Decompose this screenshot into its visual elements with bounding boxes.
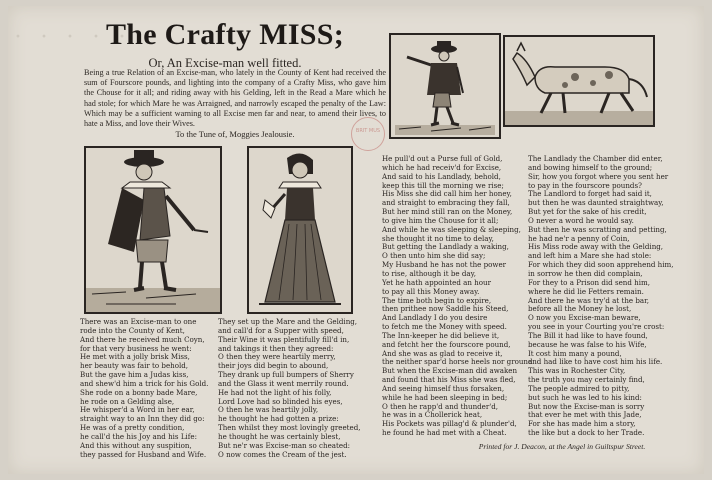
- library-stamp: BRIT MUS: [351, 117, 385, 151]
- verse-line: to give him the Chouse for it all;: [382, 216, 499, 225]
- cavalier-illustration: [86, 148, 220, 312]
- verse-line: O then they were heartily merry,: [218, 353, 336, 362]
- verse-line: O then he was heartily jolly,: [218, 406, 319, 415]
- verse-line: for that very business he went:: [80, 344, 192, 353]
- verse-line: he thought he had gotten a prize:: [218, 415, 339, 424]
- verse-line: His Miss she did call him her honey,: [382, 190, 512, 199]
- verse-line: to pay all this Money away.: [382, 287, 480, 296]
- verse-line: For they to a Prison did send him,: [528, 278, 650, 287]
- verse-line: and shew'd him a trick for his Gold.: [80, 379, 209, 388]
- verse-line: But then he was scratting and petting,: [528, 225, 667, 234]
- verse-line: the neither spar'd horse heels nor ground: [382, 358, 533, 367]
- verse-column-1: [80, 318, 208, 460]
- verse-line: he call'd the his Joy and his Life:: [80, 432, 198, 441]
- verse-line: in sorrow he then did complain,: [528, 269, 643, 278]
- verse-line: The Landlady the Chamber did enter,: [528, 155, 663, 163]
- verse-line: Then whilst they most lovingly greeted,: [218, 424, 361, 433]
- verse-line: The time both begin to expire,: [382, 296, 492, 305]
- verse-line: then prithee now Saddle his Steed,: [382, 305, 509, 314]
- verse-line: But getting the Landlady a waking,: [382, 243, 509, 252]
- verse-line: straight way to an Inn they did go:: [80, 415, 205, 424]
- verse-line: O now you Excise-man beware,: [528, 314, 641, 323]
- verse-line: And seeing himself thus forsaken,: [382, 384, 505, 393]
- verse-line: The Bill it had like to have found,: [528, 331, 648, 340]
- woodcut-cavalier: [84, 146, 222, 314]
- verse-line: And while he was sleeping & sleeping,: [382, 225, 521, 234]
- verse-line: This was in Rochester City,: [528, 367, 626, 376]
- verse-line: where he did lie Fetters remain.: [528, 287, 644, 296]
- verse-line: rode into the County of Kent,: [80, 326, 185, 335]
- verse-line: He met with a jolly brisk Miss,: [80, 353, 190, 362]
- verse-line: He pull'd out a Purse full of Gold,: [382, 155, 503, 163]
- verse-line: and straight to embracing they fall,: [382, 199, 510, 208]
- verse-line: And there he was try'd at the bar,: [528, 296, 650, 305]
- tune-line: To the Tune of, Moggies Jealousie.: [175, 129, 295, 139]
- woodcut-walking-man: [389, 33, 501, 139]
- ballad-title: The Crafty MISS;: [105, 18, 345, 51]
- verse-line: which he had receiv'd for Excise,: [382, 163, 502, 172]
- verse-line: the like but a dock to her Trade.: [528, 429, 645, 438]
- verse-line: to pay in the fourscore pounds?: [528, 181, 642, 190]
- verse-line: My Husband he has not the power: [382, 261, 507, 270]
- verse-line: And this without any suspition,: [80, 441, 192, 450]
- verse-line: their joys did begin to abound,: [218, 362, 329, 371]
- verse-line: There was an Excise-man to one: [80, 318, 197, 326]
- verse-column-3: [382, 155, 533, 438]
- verse-line: Lord Love had so blinded his eyes,: [218, 397, 343, 406]
- verse-line: But yet for the sake of his credit,: [528, 208, 647, 217]
- verse-line: to fetch me the Money with speed.: [382, 323, 507, 332]
- verse-line: They drank up full bumpers of Sherry: [218, 371, 354, 380]
- verse-line: he thought he was certainly blest,: [218, 432, 341, 441]
- verse-line: O never a word he would say.: [528, 216, 634, 225]
- verse-line: And she was as glad to receive it,: [382, 349, 503, 358]
- verse-line: The Inn-keeper he did believe it,: [382, 331, 500, 340]
- woodcut-horse: [503, 35, 655, 127]
- verse-line: And there he received much Coyn,: [80, 335, 205, 344]
- verse-line: he was in a Chollerick heat,: [382, 411, 483, 420]
- verse-line: They set up the Mare and the Gelding,: [218, 318, 358, 326]
- verse-line: O now comes the Cream of the jest.: [218, 450, 347, 459]
- verse-line: But now the Excise-man is sorry: [528, 402, 645, 411]
- verse-line: you see in your Courting you're crost:: [528, 323, 665, 332]
- verse-line: But when the Excise-man did awaken: [382, 367, 518, 376]
- verse-line: But ne'r was Excise-man so cheated:: [218, 441, 350, 450]
- verse-line: And Landlady I do you desire: [382, 314, 488, 323]
- verse-line: he rode on a Gelding alse,: [80, 397, 175, 406]
- verse-line: and left him a Mare she had stole:: [528, 252, 652, 261]
- verse-line: the truth you may certainly find,: [528, 376, 645, 385]
- verse-line: her beauty was fair to behold,: [80, 362, 189, 371]
- verse-line: they passed for Husband and Wife.: [80, 450, 207, 459]
- verse-line: O then unto him she did say;: [382, 252, 486, 261]
- verse-line: she thought it no time to delay,: [382, 234, 494, 243]
- verse-line: It cost him many a pound,: [528, 349, 622, 358]
- verse-line: The people admired to pitty,: [528, 384, 630, 393]
- verse-line: But her mind still ran on the Money,: [382, 208, 513, 217]
- verse-line: And said to his Landlady, behold,: [382, 172, 501, 181]
- verse-line: Sir, how you forgot where you sent her: [528, 172, 669, 181]
- faint-watermark: · · · · ·: [14, 24, 132, 50]
- verse-line: He whisper'd a Word in her ear,: [80, 406, 195, 415]
- verse-line: The Landlord to forget had said it,: [528, 190, 652, 199]
- verse-column-2: [218, 318, 361, 460]
- verse-line: he found he had met with a Cheat.: [382, 429, 507, 438]
- verse-line: while he had been sleeping in bed;: [382, 393, 508, 402]
- imprint-line: Printed for J. Deacon, at the Angel in Guiltspur Street.: [478, 442, 646, 451]
- verse-line: His Pockets was pillag'd & plunder'd,: [382, 420, 517, 429]
- verse-line: Yet he hath appointed an hour: [382, 278, 491, 287]
- verse-line: to rise, although it be day,: [382, 269, 476, 278]
- woodcut-lady: [247, 146, 353, 314]
- verse-line: But the gave him a Judas kiss,: [80, 371, 189, 380]
- verse-column-4: [528, 155, 674, 438]
- verse-line: He was of a pretty condition,: [80, 424, 185, 433]
- verse-line: because he was false to his Wife,: [528, 340, 647, 349]
- ballad-description: Being a true Relation of an Excise-man, who lately in the County of Kent had received the sum of Fourscore pounds, and lighting into the company of a Crafty Miss, who gave him the Chouse for it all; and riding away with his Gelding, left in the Read a Mare which he had stole; for which Mare he was Arraigned, and narrowly escaped the penalty of the Law: Which may be a sufficient warning to all Excise men far and near, to amend their lives, to hate a Miss, and love their Wives.: [84, 68, 386, 129]
- ballad-subtitle: Or, An Excise-man well fitted.: [148, 56, 302, 70]
- verse-line: before all the Money he lost,: [528, 305, 632, 314]
- verse-line: and found that his Miss she was fled,: [382, 376, 516, 385]
- horse-illustration: [505, 37, 653, 125]
- verse-line: and fetcht her the fourscore pound,: [382, 340, 511, 349]
- verse-line: His Miss rode away with the Gelding,: [528, 243, 664, 252]
- verse-line: and takings it then they agreed:: [218, 344, 334, 353]
- verse-line: but then he was daunted straightway,: [528, 199, 664, 208]
- verse-line: he had ne'r a penny of Coin,: [528, 234, 630, 243]
- verse-line: Their Wine it was plentifully fill'd in,: [218, 335, 350, 344]
- verse-line: and had like to have cost him his life.: [528, 358, 663, 367]
- verse-line: and the Glass it went merrily round.: [218, 379, 349, 388]
- verse-line: that ever he met with this Jade,: [528, 411, 642, 420]
- verse-line: She rode on a bonny bade Mare,: [80, 388, 198, 397]
- verse-line: O then he rapp'd and thunder'd,: [382, 402, 499, 411]
- verse-line: He had not the light of his folly,: [218, 388, 332, 397]
- verse-line: For which they did soon apprehend him,: [528, 261, 674, 270]
- verse-line: and call'd for a Supper with speed,: [218, 326, 344, 335]
- verse-line: and bowing himself to the ground;: [528, 163, 653, 172]
- verse-line: but such he was led to his kind:: [528, 393, 642, 402]
- verse-line: keep this till the morning we rise;: [382, 181, 504, 190]
- lady-illustration: [249, 148, 351, 312]
- verse-line: For she has made him a story,: [528, 420, 636, 429]
- walking-man-illustration: [391, 35, 499, 137]
